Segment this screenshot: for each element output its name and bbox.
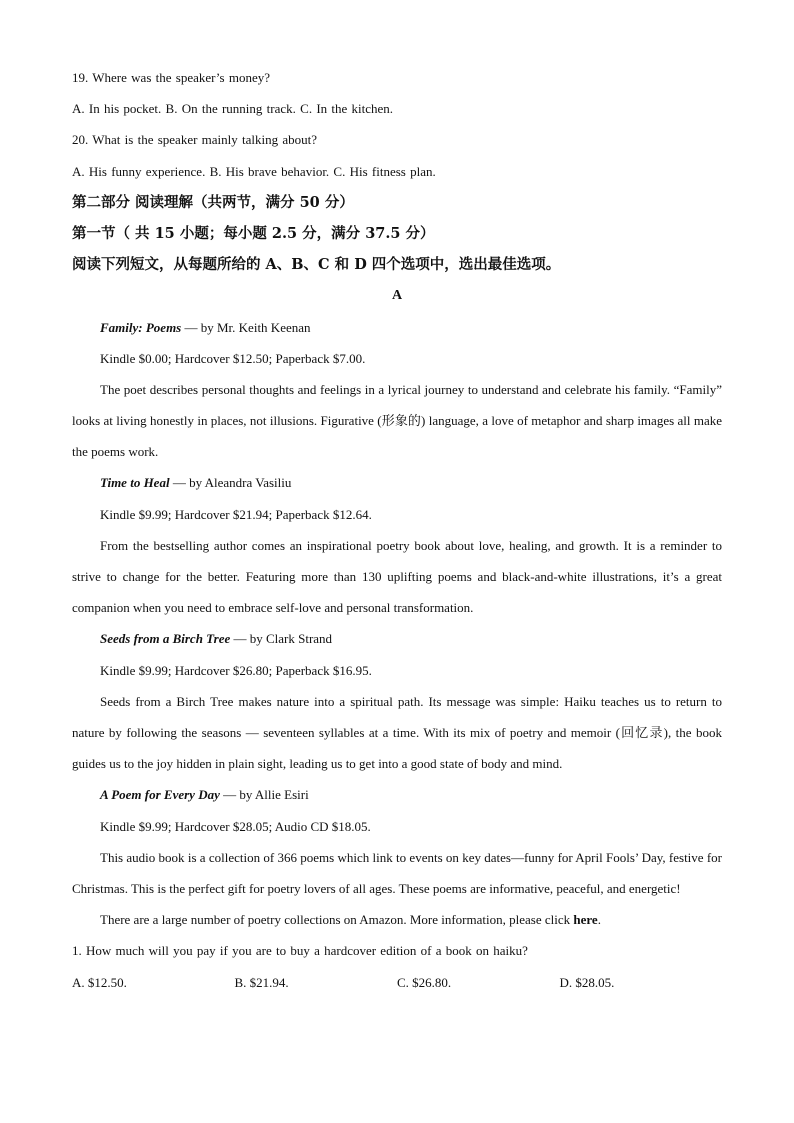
book-title: A Poem for Every Day (100, 787, 220, 803)
part2-heading: 第二部分 阅读理解（共两节，满分 50 分） (72, 193, 354, 211)
book-prices: Kindle $9.99; Hardcover $28.05; Audio CD $18.05. (100, 818, 371, 834)
book-author: — by Aleandra Vasiliu (169, 475, 292, 491)
exam-page (72, 62, 722, 998)
book-description: The poet describes personal thoughts and feelings in a lyrical journey to understand and celebrate his family. “Family” looks at living honestly in places, not illusions. Figurative (形象的) language, a love of metaphor and sharp images all make the poems work. (72, 381, 722, 460)
passage-label: A (391, 288, 403, 304)
book-description: This audio book is a collection of 366 poems which link to events on key dates—funny for April Fools’ Day, festive for Christmas. This is the perfect gift for poetry lovers of all ages. These poems are informative, peaceful, and energetic! (72, 849, 722, 897)
book-title: Seeds from a Birch Tree (100, 631, 231, 647)
book-heading (72, 779, 722, 810)
book-title: Time to Heal (100, 475, 170, 491)
question-20-options: A. His funny experience. B. His brave behavior. C. His fitness plan. (72, 163, 436, 179)
option-b: B. $21.94. (234, 974, 289, 990)
book-description: Seeds from a Birch Tree makes nature into a spiritual path. Its message was simple: Haiku teaches us to return to nature by following the seasons — seventeen syllables at a time. With its mix of poetry and memoir (回忆录), the book guides us to the joy hidden in plain sight, leading us to get into a good state of body and mind. (72, 693, 722, 772)
book-description: From the bestselling author comes an inspirational poetry book about love, healing, and growth. It is a reminder to strive to change for the better. Featuring more than 130 uplifting poems and black-and-white illustrations, it’s a great companion when you need to embrace self-love and personal transformation. (72, 537, 722, 616)
book-heading (72, 467, 722, 498)
option-c: C. $26.80. (397, 974, 452, 990)
closing-line (72, 904, 722, 935)
book-prices: Kindle $0.00; Hardcover $12.50; Paperback $7.00. (100, 350, 366, 366)
section1-heading: 第一节（ 共 15 小题；每小题 2.5 分，满分 37.5 分） (72, 224, 435, 242)
book-author: — by Clark Strand (230, 631, 333, 647)
closing-end: . (597, 912, 601, 928)
book-prices: Kindle $9.99; Hardcover $26.80; Paperback $16.95. (100, 662, 372, 678)
book-heading (72, 623, 722, 654)
reading-instruction: 阅读下列短文，从每题所给的 A、B、C 和 D 四个选项中，选出最佳选项。 (72, 256, 561, 274)
closing-text: There are a large number of poetry collections on Amazon. More information, please click (100, 912, 574, 928)
question-1: 1. How much will you pay if you are to buy a hardcover edition of a book on haiku? (72, 943, 528, 959)
option-a: A. $12.50. (72, 974, 127, 990)
here-link[interactable]: here (573, 912, 598, 928)
book-prices: Kindle $9.99; Hardcover $21.94; Paperback $12.64. (100, 506, 372, 522)
question-19: 19. Where was the speaker’s money? (72, 70, 271, 85)
book-heading (72, 312, 722, 343)
question-1-options (72, 967, 722, 998)
book-title: Family: Poems (100, 319, 182, 335)
question-19-options: A. In his pocket. B. On the running track. C. In the kitchen. (72, 101, 394, 117)
book-author: — by Mr. Keith Keenan (181, 319, 311, 335)
question-20: 20. What is the speaker mainly talking about? (72, 132, 318, 148)
option-d: D. $28.05. (559, 974, 615, 990)
book-author: — by Allie Esiri (219, 787, 309, 803)
